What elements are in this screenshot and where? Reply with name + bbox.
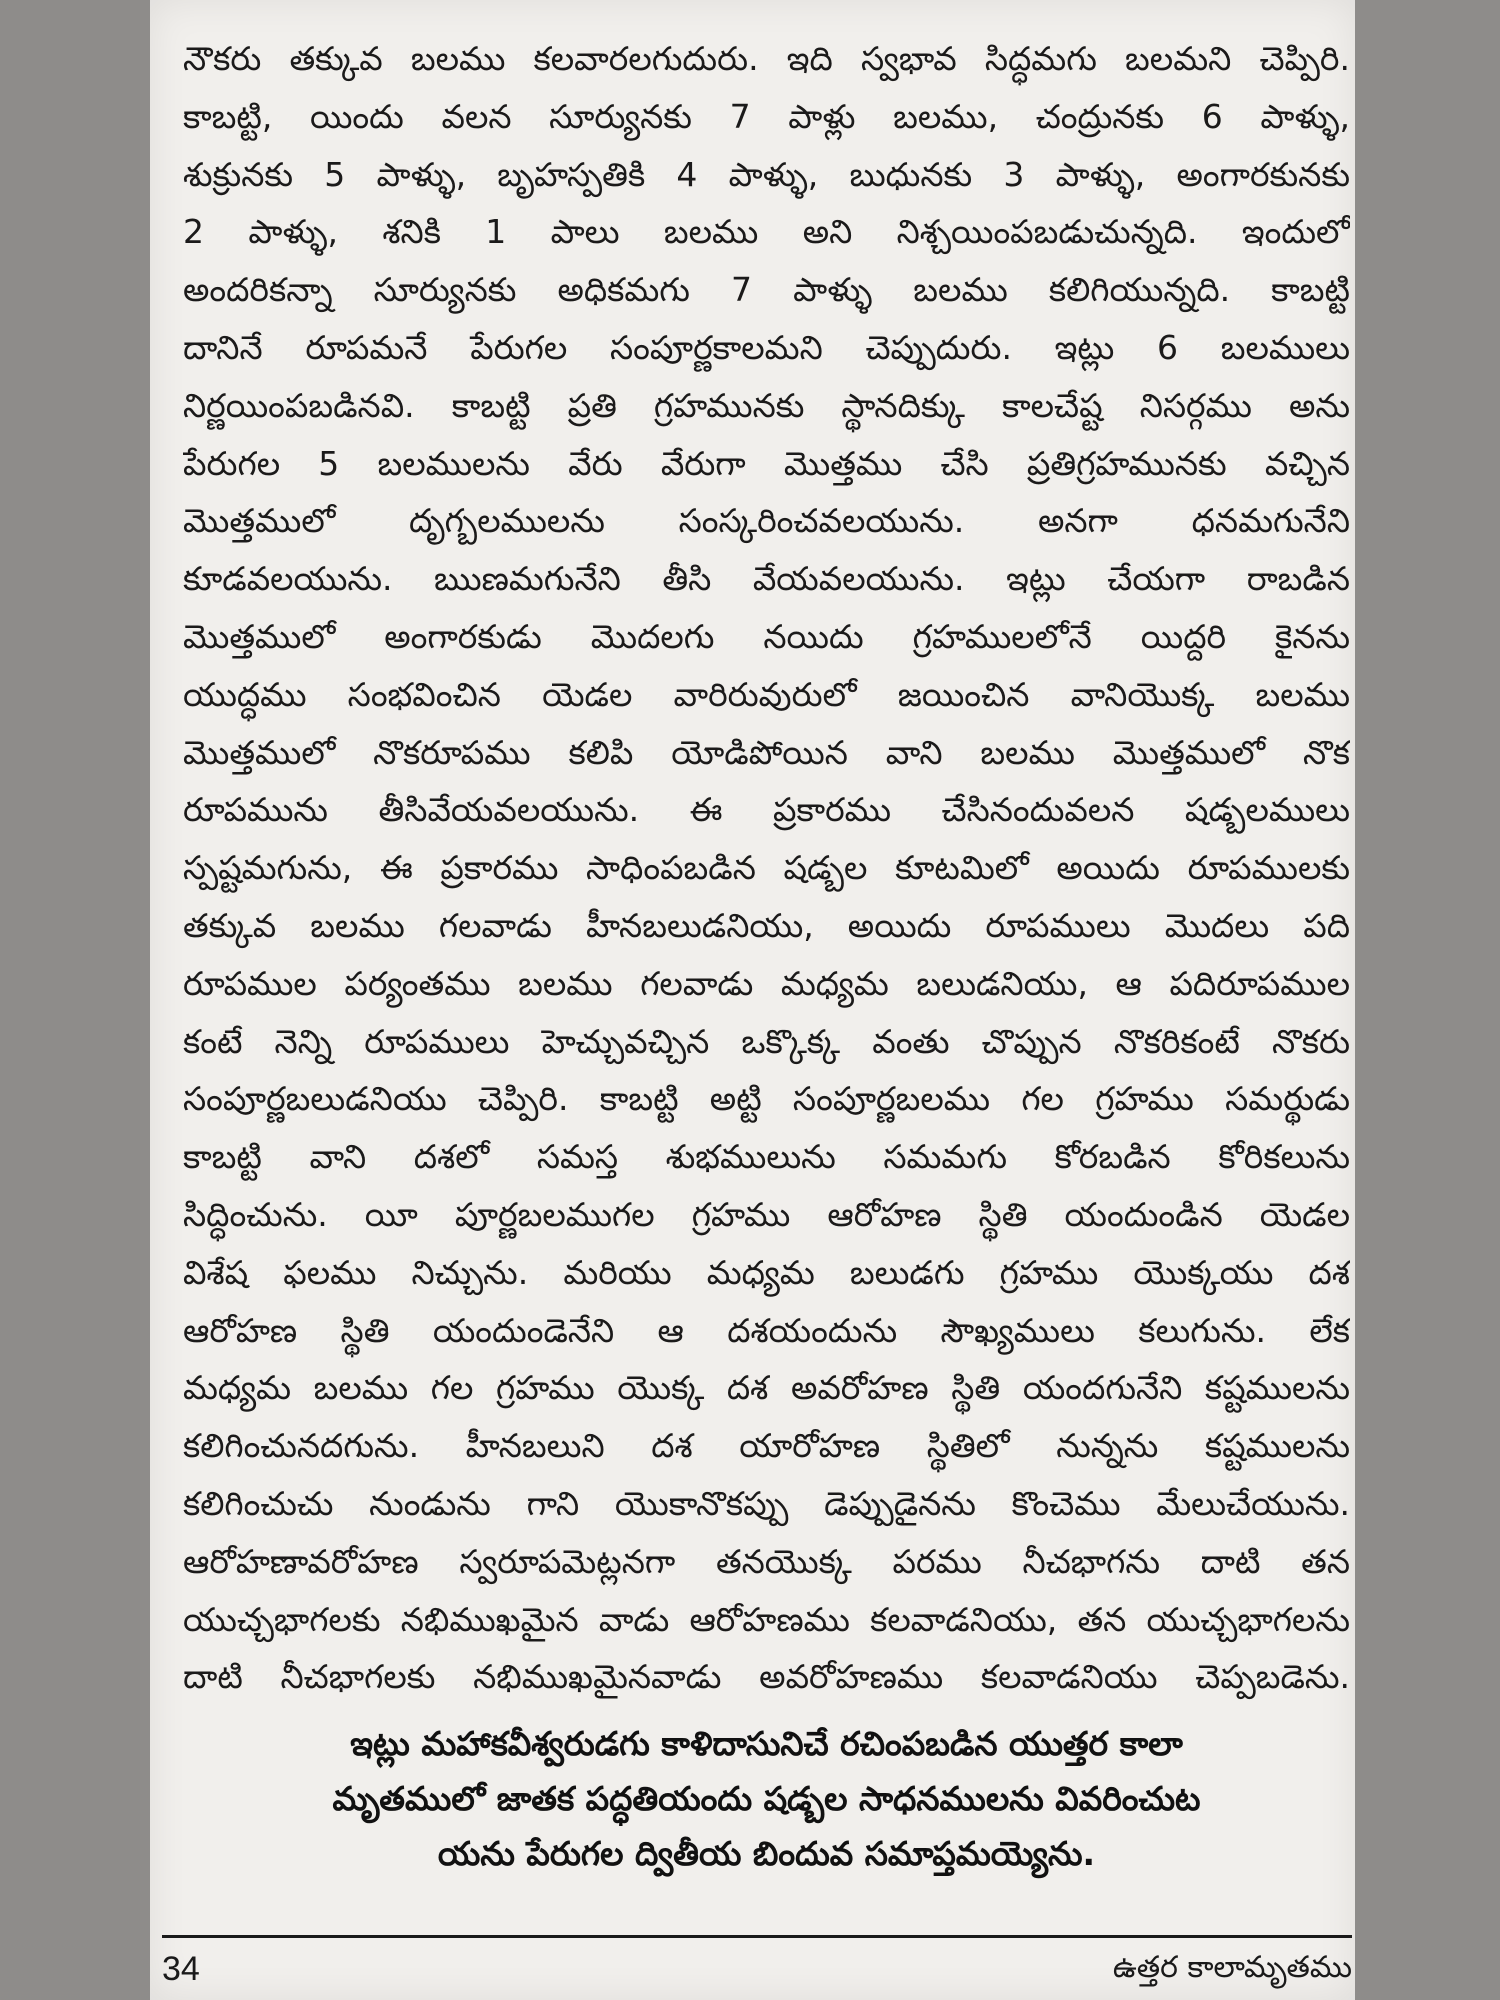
text-line: కలిగించుచు నుండును గాని యొకానొకప్పు డెప్పుడైనను కొంచెము మేలుచేయును.: [183, 1483, 1350, 1523]
text-line: మొత్తములో దృగ్బలములను సంస్కరించవలయును. అనగా ధనమగునేని: [183, 501, 1350, 541]
text-line: సిద్ధించును. యీ పూర్ణబలముగల గ్రహము ఆరోహణ స్థితి యందుండిన యెడల: [183, 1194, 1350, 1234]
text-line: కలిగించునదగును. హీనబలుని దశ యారోహణ స్థితిలో నున్నను కష్టములను: [183, 1426, 1350, 1466]
text-line: కూడవలయును. ఋణమగునేని తీసి వేయవలయును. ఇట్లు చేయగా రాబడిన: [183, 559, 1350, 599]
text-line: మధ్యమ బలము గల గ్రహము యొక్క దశ అవరోహణ స్థితి యందగునేని కష్టములను: [183, 1368, 1350, 1408]
text-line: స్పష్టమగును, ఈ ప్రకారము సాధింపబడిన షడ్బల కూటమిలో అయిదు రూపములకు: [183, 848, 1350, 888]
text-line: కాబట్టి, యిందు వలన సూర్యునకు 7 పాళ్లు బలము, చంద్రునకు 6 పాళ్ళు,: [183, 96, 1350, 136]
text-line: శుక్రునకు 5 పాళ్ళు, బృహస్పతికి 4 పాళ్ళు, బుధునకు 3 పాళ్ళు, అంగారకునకు: [183, 154, 1350, 194]
footer-divider: [162, 1935, 1352, 1938]
text-line: దాటి నీచభాగలకు నభిముఖమైనవాడు అవరోహణము కలవాడనియు చెప్పబడెను.: [183, 1657, 1350, 1697]
text-line: 2 పాళ్ళు, శనికి 1 పాలు బలము అని నిశ్చయింపబడుచున్నది. ఇందులో: [183, 212, 1350, 252]
text-line: పేరుగల 5 బలములను వేరు వేరుగా మొత్తము చేసి ప్రతిగ్రహమునకు వచ్చిన: [183, 443, 1350, 483]
text-line: ఆరోహణావరోహణ స్వరూపమెట్లనగా తనయొక్క పరము నీచభాగను దాటి తన: [183, 1541, 1350, 1581]
closing-line: మృతములో జాతక పద్ధతియందు షడ్బల సాధనములను వివరించుట: [332, 1779, 1201, 1818]
text-line: తక్కువ బలము గలవాడు హీనబలుడనియు, అయిదు రూపములు మొదలు పది: [183, 905, 1350, 945]
text-line: సంపూర్ణబలుడనియు చెప్పిరి. కాబట్టి అట్టి సంపూర్ణబలము గల గ్రహము సమర్థుడు: [183, 1079, 1350, 1119]
text-line: యుద్ధము సంభవించిన యెడల వారిరువురులో జయించిన వానియొక్క బలము: [183, 674, 1350, 714]
text-line: నిర్ణయింపబడినవి. కాబట్టి ప్రతి గ్రహమునకు స్థానదిక్కు కాలచేష్ట నిసర్గము అను: [183, 385, 1350, 425]
text-line: విశేష ఫలము నిచ్చును. మరియు మధ్యమ బలుడగు గ్రహము యొక్కయు దశ: [183, 1252, 1350, 1292]
chapter-closing-note: [183, 1716, 1350, 1881]
text-line: అందరికన్నా సూర్యునకు అధికమగు 7 పాళ్ళు బలము కలిగియున్నది. కాబట్టి: [183, 270, 1350, 310]
body-paragraph: [183, 30, 1350, 1706]
text-line: మొత్తములో అంగారకుడు మొదలగు నయిదు గ్రహములలోనే యిద్దరి కైనను: [183, 616, 1350, 656]
text-line: రూపమును తీసివేయవలయును. ఈ ప్రకారము చేసినందువలన షడ్బలములు: [183, 790, 1350, 830]
text-line: కాబట్టి వాని దశలో సమస్త శుభములును సమమగు కోరబడిన కోరికలును: [183, 1137, 1350, 1177]
page-footer: [162, 1946, 1352, 1990]
closing-line: యను పేరుగల ద్వితీయ బిందువ సమాప్తమయ్యెను.: [437, 1834, 1096, 1873]
closing-line: ఇట్లు మహాకవీశ్వరుడగు కాళిదాసునిచే రచింపబడిన యుత్తర కాలా: [350, 1724, 1183, 1763]
text-line: దానినే రూపమనే పేరుగల సంపూర్ణకాలమని చెప్పుదురు. ఇట్లు 6 బలములు: [183, 327, 1350, 367]
text-line: కంటే నెన్ని రూపములు హెచ్చువచ్చిన ఒక్కొక్క వంతు చొప్పున నొకరికంటే నొకరు: [183, 1021, 1350, 1061]
running-title: ఉత్తర కాలామృతము: [1112, 1950, 1352, 1985]
page-number: 34: [162, 1950, 200, 1988]
text-line: యుచ్చభాగలకు నభిముఖమైన వాడు ఆరోహణము కలవాడనియు, తన యుచ్చభాగలను: [183, 1599, 1350, 1639]
text-line: ఆరోహణ స్థితి యందుండెనేని ఆ దశయందును సౌఖ్యములు కలుగును. లేక: [183, 1310, 1350, 1350]
text-line: నౌకరు తక్కువ బలము కలవారలగుదురు. ఇది స్వభావ సిద్ధమగు బలమని చెప్పిరి.: [183, 39, 1350, 78]
text-line: రూపముల పర్యంతము బలము గలవాడు మధ్యమ బలుడనియు, ఆ పదిరూపముల: [183, 963, 1350, 1003]
book-page: [150, 0, 1355, 2000]
text-line: మొత్తములో నొకరూపము కలిపి యోడిపోయిన వాని బలము మొత్తములో నొక: [183, 732, 1350, 772]
